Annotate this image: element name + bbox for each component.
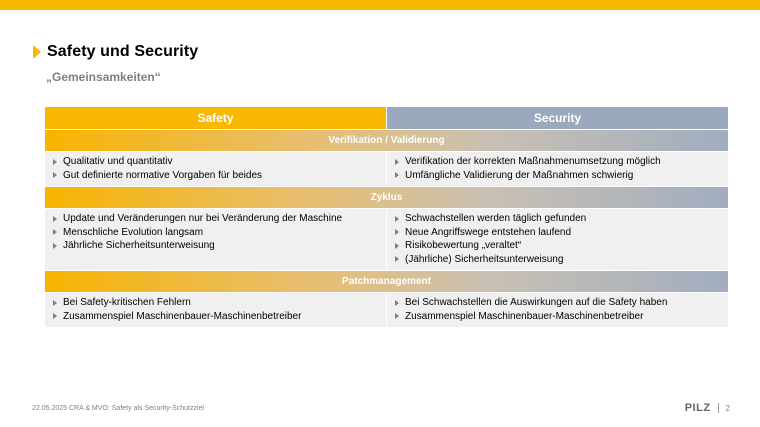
section-band-cycle: Zyklus [45, 187, 728, 208]
list-item: Update und Veränderungen nur bei Veränderung der Maschine [53, 212, 380, 226]
content-row-cycle [45, 209, 728, 270]
content-row-verification [45, 152, 728, 186]
bullet-icon [53, 216, 57, 222]
list-item: Jährliche Sicherheitsunterweisung [53, 239, 380, 253]
footer-text: 22.05.2025 CRA & MVO: Safety als Security-Schutzziel [32, 405, 204, 412]
bullet-icon [53, 243, 57, 249]
safety-cell [45, 152, 386, 186]
security-cell [387, 152, 728, 186]
safety-header: Safety [45, 107, 386, 129]
page-number: 2 [725, 403, 730, 413]
list-item: Neue Angriffswege entstehen laufend [395, 226, 722, 240]
slide-subtitle: „Gemeinsamkeiten“ [46, 70, 161, 84]
slide-title: Safety und Security [47, 43, 199, 60]
security-header: Security [387, 107, 728, 129]
bullet-icon [53, 172, 57, 178]
list-item: Menschliche Evolution langsam [53, 226, 380, 240]
list-item: Zusammenspiel Maschinenbauer-Maschinenbetreiber [395, 310, 722, 324]
bullet-icon [395, 216, 399, 222]
bullet-icon [395, 172, 399, 178]
bullet-icon [395, 313, 399, 319]
bullet-icon [53, 313, 57, 319]
list-item: Umfängliche Validierung der Maßnahmen schwierig [395, 169, 722, 183]
section-band-verification: Verifikation / Validierung [45, 130, 728, 151]
list-item: Zusammenspiel Maschinenbauer-Maschinenbetreiber [53, 310, 380, 324]
list-item: Qualitativ und quantitativ [53, 155, 380, 169]
top-accent-bar [0, 0, 760, 10]
safety-cell [45, 209, 386, 270]
section-band-patch: Patchmanagement [45, 271, 728, 292]
list-item: Schwachstellen werden täglich gefunden [395, 212, 722, 226]
bullet-icon [53, 229, 57, 235]
footer-brand [685, 402, 730, 414]
list-item: (Jährliche) Sicherheitsunterweisung [395, 253, 722, 267]
title-area [33, 43, 198, 61]
footer-divider [718, 403, 719, 413]
header-row [45, 107, 728, 129]
bullet-icon [53, 159, 57, 165]
list-item: Bei Schwachstellen die Auswirkungen auf die Safety haben [395, 296, 722, 310]
content-row-patch [45, 293, 728, 327]
security-cell [387, 209, 728, 270]
security-cell [387, 293, 728, 327]
bullet-icon [395, 229, 399, 235]
bullet-icon [395, 256, 399, 262]
bullet-icon [395, 243, 399, 249]
list-item: Verifikation der korrekten Maßnahmenumsetzung möglich [395, 155, 722, 169]
bullet-icon [395, 159, 399, 165]
safety-cell [45, 293, 386, 327]
list-item: Gut definierte normative Vorgaben für beides [53, 169, 380, 183]
bullet-icon [53, 300, 57, 306]
pilz-logo: PILZ [684, 402, 711, 414]
bullet-icon [395, 300, 399, 306]
comparison-table [45, 107, 728, 327]
title-marker-icon [33, 45, 41, 59]
list-item: Bei Safety-kritischen Fehlern [53, 296, 380, 310]
list-item: Risikobewertung „veraltet“ [395, 239, 722, 253]
